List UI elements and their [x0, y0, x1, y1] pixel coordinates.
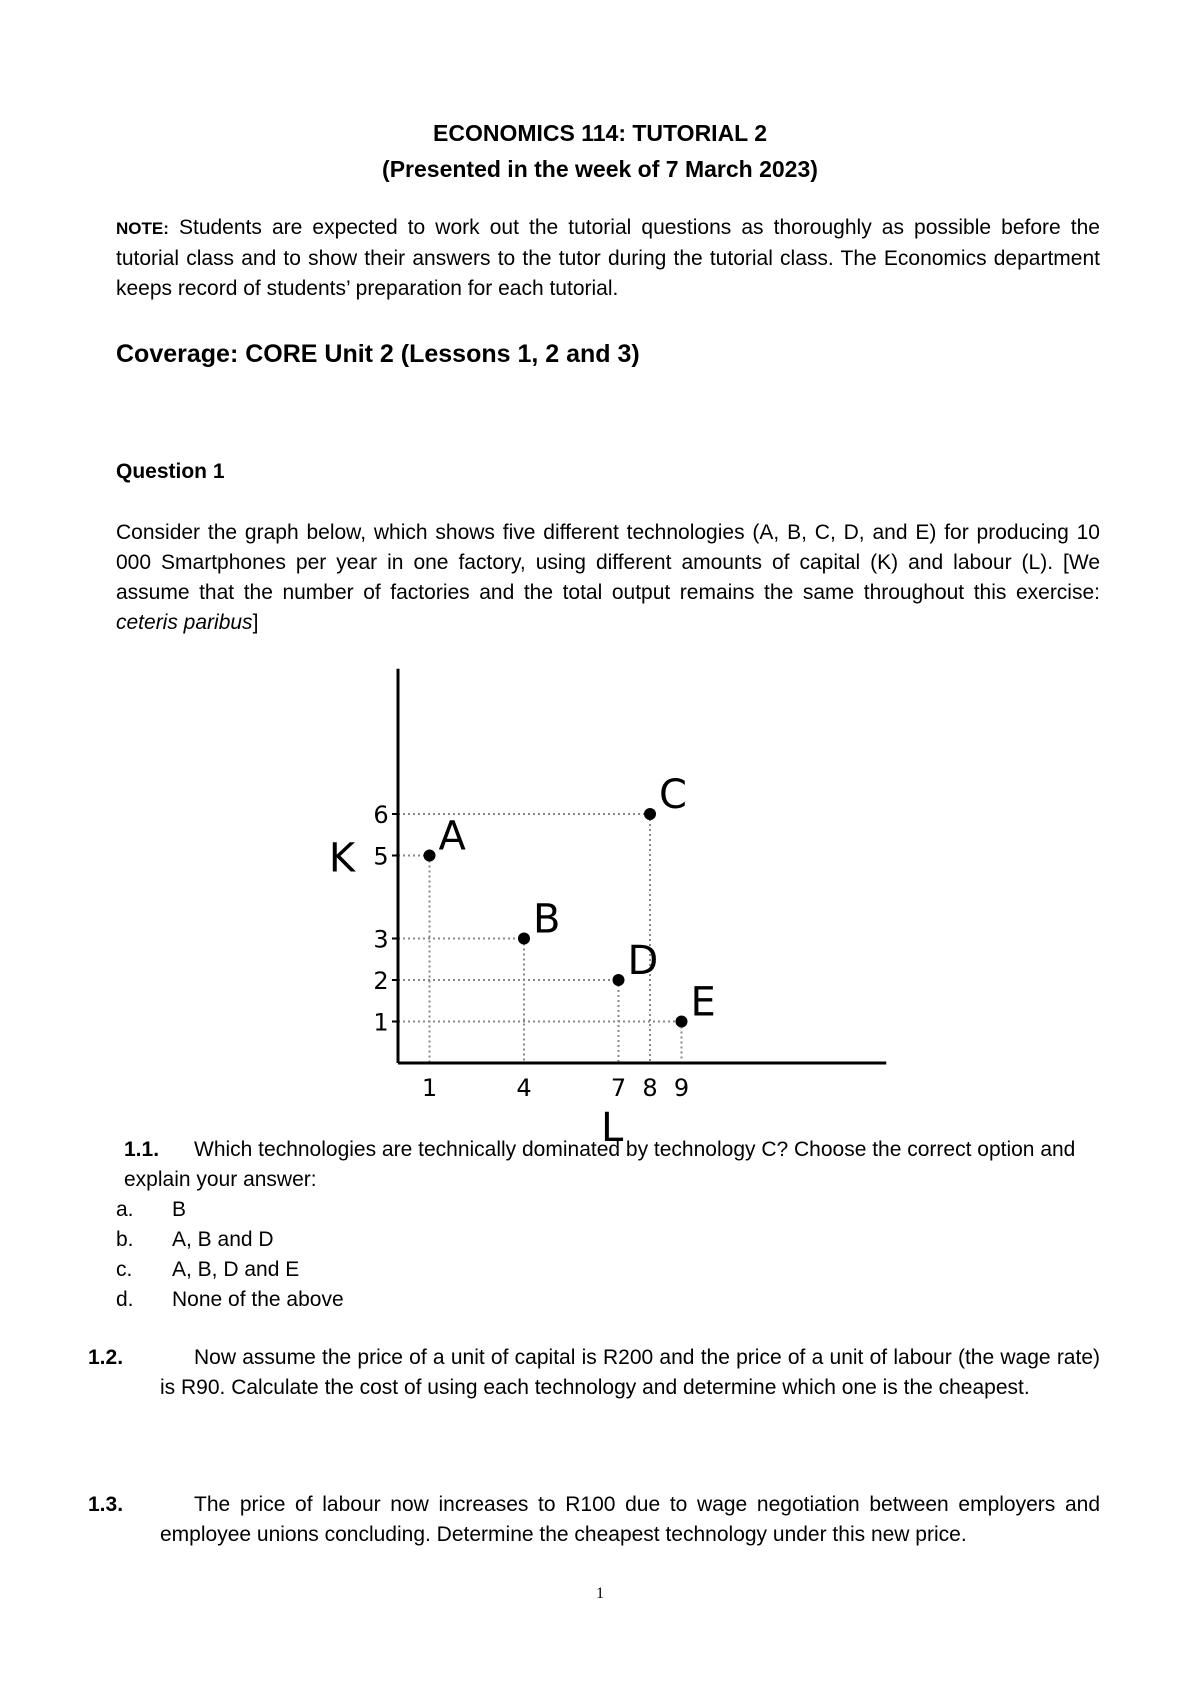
option-letter: b. [116, 1228, 134, 1251]
note-text: Students are expected to work out the tutorial questions as thoroughly as possible before the tutorial class and to show their answers to the tutor during the tutorial class. The Economics department keeps record of students’ preparation for each tutorial. [116, 216, 1100, 300]
option-c [116, 1255, 344, 1285]
sub-question-text: Now assume the price of a unit of capital is R200 and the price of a unit of labour (the wage rate) is R90. Calculate the cost of using each technology and determine which one is the cheapest. [160, 1346, 1100, 1399]
point-a [424, 850, 436, 862]
y-tick-label: 3 [373, 925, 389, 954]
point-c [644, 808, 656, 820]
note-label: NOTE: [116, 219, 169, 238]
point-label-b: B [533, 896, 561, 943]
y-axis-label: K [328, 835, 356, 882]
sub-question-number: 1.1. [124, 1138, 160, 1161]
point-b [518, 933, 530, 945]
option-b [116, 1225, 344, 1255]
option-a [116, 1195, 344, 1225]
point-label-d: D [627, 938, 659, 984]
x-tick-label: 4 [516, 1074, 532, 1102]
y-tick-label: 6 [373, 801, 389, 829]
x-tick-label: 9 [673, 1074, 690, 1102]
y-tick-label: 5 [373, 842, 389, 871]
point-label-c: C [659, 772, 687, 818]
y-tick-label: 2 [373, 967, 389, 995]
point-d [613, 974, 625, 986]
options-list [116, 1195, 344, 1315]
document-subtitle: (Presented in the week of 7 March 2023) [382, 156, 818, 182]
point-label-a: A [438, 813, 466, 860]
data-points [424, 772, 716, 1028]
sub-question-number: 1.2. [88, 1346, 124, 1369]
option-letter: d. [116, 1288, 134, 1311]
option-letter: a. [116, 1198, 134, 1221]
option-text: None of the above [172, 1288, 344, 1311]
sub-question-1-3 [88, 1490, 1100, 1550]
page-number: 1 [596, 1585, 604, 1602]
option-text: A, B and D [172, 1228, 274, 1251]
sub-question-number: 1.3. [88, 1493, 124, 1516]
question-1-heading: Question 1 [116, 460, 225, 483]
sub-question-text: Which technologies are technically dominated by technology C? Choose the correct option and explain your answer: [124, 1138, 1076, 1191]
document-title: ECONOMICS 114: TUTORIAL 2 [433, 120, 767, 146]
option-text: A, B, D and E [172, 1258, 300, 1281]
sub-question-1-1 [124, 1135, 1100, 1195]
intro-italic: ceteris paribus [116, 611, 253, 634]
intro-text: Consider the graph below, which shows five different technologies (A, B, C, D, and E) for producing 10 000 Smartphones per year in one factory, using different amounts of capital (K) and labour (L). [We assume that the number of factories and the total output remains the same throughout this exercise: [116, 521, 1100, 604]
option-letter: c. [116, 1258, 133, 1281]
x-tick-label: 7 [610, 1074, 627, 1102]
y-tick-label: 1 [373, 1008, 389, 1037]
option-d [116, 1285, 344, 1315]
x-axis-label: L [601, 1105, 624, 1151]
sub-question-1-2 [88, 1343, 1100, 1403]
point-label-e: E [690, 979, 716, 1026]
sub-question-text: The price of labour now increases to R100 due to wage negotiation between employers and employee unions concluding. Determine the cheapest technology under this new price. [160, 1493, 1100, 1546]
point-e [676, 1016, 688, 1028]
x-tick-label: 1 [421, 1074, 438, 1102]
option-text: B [172, 1198, 187, 1221]
x-tick-label: 8 [642, 1074, 658, 1102]
intro-end: ] [252, 611, 259, 634]
coverage-heading: Coverage: CORE Unit 2 (Lessons 1, 2 and 3) [116, 340, 640, 368]
